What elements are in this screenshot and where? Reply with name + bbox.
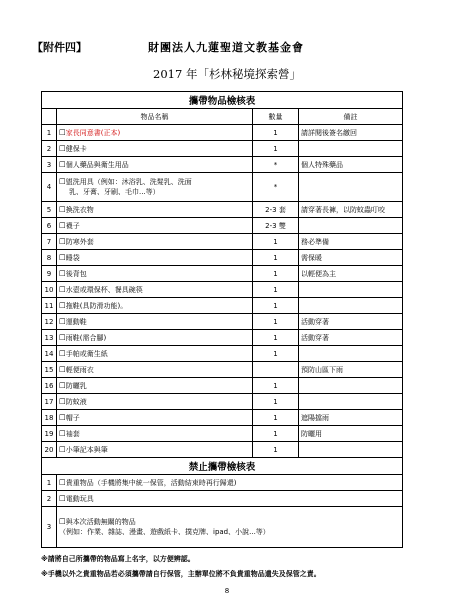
- checklist-row: [42, 125, 403, 141]
- item-cell: [57, 250, 253, 266]
- forbidden-item-line2: （例如：作業、雜誌、漫畫、遊戲紙卡、撲克牌、ipad、小說...等）: [59, 528, 270, 536]
- item-note: 活動穿著: [299, 330, 403, 346]
- checklist-row: [42, 282, 403, 298]
- item-line: [59, 446, 108, 454]
- item-qty: 1: [253, 125, 299, 141]
- item-qty: 1: [253, 426, 299, 442]
- item-cell: [57, 298, 253, 314]
- item-cell: [57, 218, 253, 234]
- item-name: 運動鞋: [65, 317, 87, 326]
- item-name-line2: 乳、牙膏、牙刷、毛巾...等）: [69, 188, 160, 196]
- row-number: 19: [42, 426, 57, 442]
- item-cell: [57, 362, 253, 378]
- checkbox-icon[interactable]: ☐: [59, 204, 66, 214]
- item-line: [59, 334, 106, 342]
- item-qty: 1: [253, 410, 299, 426]
- forbidden-item-cell: [57, 507, 403, 548]
- item-line: [59, 206, 94, 214]
- item-cell: [57, 282, 253, 298]
- row-number: 15: [42, 362, 57, 378]
- item-line: [59, 161, 129, 169]
- item-qty: *: [253, 173, 299, 202]
- row-number: 12: [42, 314, 57, 330]
- checkbox-icon[interactable]: ☐: [59, 348, 66, 358]
- forbidden-item-name: 貴重物品（手機將集中統一保管，活動結束時再行歸還): [65, 478, 237, 487]
- row-number: 9: [42, 266, 57, 282]
- item-cell: [57, 266, 253, 282]
- item-qty: 1: [253, 250, 299, 266]
- row-number: 18: [42, 410, 57, 426]
- item-name: 襪子: [65, 221, 80, 230]
- note-2: ※手機以外之貴重物品若必須攜帶請自行保管，主辦單位將不負貴重物品遺失及保管之責。: [41, 570, 321, 578]
- item-note: 活動穿著: [299, 314, 403, 330]
- checkbox-icon[interactable]: ☐: [59, 412, 66, 422]
- checkbox-icon[interactable]: ☐: [59, 316, 66, 326]
- attachment-label: 【附件四】: [32, 41, 87, 54]
- row-number: 3: [42, 507, 57, 548]
- forbidden-row: [42, 491, 403, 507]
- item-name: 睡袋: [65, 253, 80, 262]
- checkbox-icon[interactable]: ☐: [59, 444, 66, 454]
- item-cell: [57, 202, 253, 218]
- checklist-title: 攜帶物品檢核表: [42, 92, 403, 109]
- item-qty: 1: [253, 298, 299, 314]
- checkbox-icon[interactable]: ☐: [59, 332, 66, 342]
- item-qty: 2-3 套: [253, 202, 299, 218]
- forbidden-row: [42, 475, 403, 491]
- camp-title: 2017 年「杉林秘境探索營」: [153, 67, 301, 81]
- item-cell: [57, 125, 253, 141]
- item-cell: [57, 410, 253, 426]
- checklist-table: [41, 91, 403, 548]
- row-number: 8: [42, 250, 57, 266]
- item-name: 水壺或環保杯、餐具碗筷: [65, 285, 143, 294]
- page-number: 8: [224, 587, 230, 595]
- item-name: 雨鞋(需合腳): [65, 333, 107, 342]
- item-qty: 1: [253, 314, 299, 330]
- checklist-row: [42, 298, 403, 314]
- item-note: 以輕便為主: [299, 266, 403, 282]
- checkbox-icon[interactable]: ☐: [59, 159, 66, 169]
- item-qty: 1: [253, 330, 299, 346]
- checklist-row: [42, 362, 403, 378]
- item-qty: 1: [253, 282, 299, 298]
- checklist-row: [42, 234, 403, 250]
- checkbox-icon[interactable]: ☐: [59, 127, 66, 137]
- item-line: [59, 222, 80, 230]
- item-cell: [57, 442, 253, 458]
- header-qty: 數量: [253, 109, 299, 125]
- item-note: [299, 173, 403, 202]
- item-name: 防寒外套: [65, 237, 94, 246]
- item-note: 個人特殊藥品: [299, 157, 403, 173]
- item-note: [299, 218, 403, 234]
- row-number: 6: [42, 218, 57, 234]
- item-name: 個人藥品與衛生用品: [65, 160, 129, 169]
- row-number: 17: [42, 394, 57, 410]
- row-number: 1: [42, 125, 57, 141]
- item-note: 遮陽擋雨: [299, 410, 403, 426]
- row-number: 1: [42, 475, 57, 491]
- item-line: [59, 254, 80, 262]
- checklist-row: [42, 266, 403, 282]
- checklist-row: [42, 426, 403, 442]
- item-note: 請詳閱後簽名繳回: [299, 125, 403, 141]
- item-name: 後背包: [65, 269, 87, 278]
- item-cell: [57, 314, 253, 330]
- item-note: 需保暖: [299, 250, 403, 266]
- forbidden-title: 禁止攜帶檢核表: [42, 458, 403, 475]
- header-item: 物品名稱: [57, 109, 253, 125]
- item-cell: [57, 330, 253, 346]
- checkbox-icon[interactable]: ☐: [59, 477, 66, 487]
- item-qty: 1: [253, 346, 299, 362]
- item-cell: [57, 346, 253, 362]
- item-note: [299, 442, 403, 458]
- item-name: 小筆記本與筆: [65, 445, 108, 454]
- item-note: [299, 346, 403, 362]
- checklist-row: [42, 346, 403, 362]
- note-1: ※請將自己所攜帶的物品寫上名字，以方便辨認。: [41, 555, 195, 563]
- item-cell: [57, 426, 253, 442]
- item-line: [59, 414, 80, 422]
- checkbox-icon[interactable]: ☐: [59, 252, 66, 262]
- forbidden-item-name: 電動玩具: [65, 494, 94, 503]
- header-blank: [42, 109, 57, 125]
- checkbox-icon[interactable]: ☐: [59, 236, 66, 246]
- item-name: 輕便雨衣: [65, 365, 94, 374]
- item-cell: [57, 173, 253, 202]
- item-name: 拖鞋(具防滑功能)。: [65, 301, 128, 310]
- checkbox-icon[interactable]: ☐: [59, 364, 66, 374]
- checklist-row: [42, 330, 403, 346]
- checkbox-icon[interactable]: ☐: [59, 428, 66, 438]
- row-number: 2: [42, 141, 57, 157]
- row-number: 13: [42, 330, 57, 346]
- checklist-row: [42, 410, 403, 426]
- row-number: 20: [42, 442, 57, 458]
- notes: [41, 552, 321, 582]
- forbidden-item-cell: [57, 491, 403, 507]
- item-name-red: 家長同意書(正本): [65, 128, 121, 137]
- checkbox-icon[interactable]: ☐: [59, 177, 66, 186]
- checkbox-icon[interactable]: ☐: [59, 493, 66, 503]
- forbidden-row: [42, 507, 403, 548]
- row-number: 5: [42, 202, 57, 218]
- item-name: 袖套: [65, 429, 80, 438]
- item-qty: 1: [253, 266, 299, 282]
- item-name: 防蚊液: [65, 397, 87, 406]
- checklist-row: [42, 202, 403, 218]
- item-line: [59, 382, 87, 390]
- item-line: [59, 479, 236, 487]
- item-qty: 1: [253, 141, 299, 157]
- item-note: [299, 141, 403, 157]
- checkbox-icon[interactable]: ☐: [59, 268, 66, 278]
- item-name: 健保卡: [65, 144, 87, 153]
- checklist-row: [42, 442, 403, 458]
- item-name: 盥洗用具（例如：沐浴乳、洗髮乳、洗面: [65, 178, 192, 186]
- foundation-name: 財團法人九蓮聖道文教基金會: [148, 41, 304, 54]
- checklist-row: [42, 157, 403, 173]
- item-cell: [57, 394, 253, 410]
- checklist-row: [42, 141, 403, 157]
- row-number: 16: [42, 378, 57, 394]
- item-note: 務必準備: [299, 234, 403, 250]
- item-line: [59, 270, 87, 278]
- item-name: 帽子: [65, 413, 80, 422]
- item-name: 換洗衣物: [65, 205, 94, 214]
- item-qty: [253, 362, 299, 378]
- item-note: 預防山區下雨: [299, 362, 403, 378]
- checklist-row: [42, 250, 403, 266]
- checkbox-icon[interactable]: ☐: [59, 143, 66, 153]
- row-number: 3: [42, 157, 57, 173]
- checklist-row: [42, 378, 403, 394]
- item-qty: 1: [253, 394, 299, 410]
- item-note: [299, 378, 403, 394]
- item-line: [59, 129, 120, 137]
- item-name: 防曬乳: [65, 381, 87, 390]
- checkbox-icon[interactable]: ☐: [59, 396, 66, 406]
- item-cell: [57, 234, 253, 250]
- checklist-row: [42, 314, 403, 330]
- row-number: 2: [42, 491, 57, 507]
- item-qty: 2-3 雙: [253, 218, 299, 234]
- item-line: [59, 495, 94, 503]
- item-name: 手帕或衛生紙: [65, 349, 108, 358]
- checklist-row: [42, 394, 403, 410]
- item-line: [59, 350, 108, 358]
- checkbox-icon[interactable]: ☐: [59, 220, 66, 230]
- item-line: [59, 430, 80, 438]
- item-note: [299, 394, 403, 410]
- item-qty: 1: [253, 442, 299, 458]
- item-note: [299, 282, 403, 298]
- item-line: [59, 518, 136, 526]
- checkbox-icon[interactable]: ☐: [59, 517, 66, 526]
- header-note: 備註: [299, 109, 403, 125]
- item-note: 請穿著長褲，以防蚊蟲叮咬: [299, 202, 403, 218]
- checkbox-icon[interactable]: ☐: [59, 380, 66, 390]
- checkbox-icon[interactable]: ☐: [59, 284, 66, 294]
- row-number: 4: [42, 173, 57, 202]
- item-cell: [57, 141, 253, 157]
- item-qty: 1: [253, 378, 299, 394]
- row-number: 14: [42, 346, 57, 362]
- forbidden-item-name: 與本次活動無關的物品: [65, 518, 136, 526]
- checkbox-icon[interactable]: ☐: [59, 300, 66, 310]
- item-line: [59, 178, 192, 186]
- item-line: [59, 366, 94, 374]
- row-number: 11: [42, 298, 57, 314]
- checklist-row: [42, 173, 403, 202]
- item-qty: *: [253, 157, 299, 173]
- row-number: 10: [42, 282, 57, 298]
- item-qty: 1: [253, 234, 299, 250]
- item-line: [59, 286, 143, 294]
- row-number: 7: [42, 234, 57, 250]
- item-cell: [57, 157, 253, 173]
- item-line: [59, 302, 127, 310]
- item-note: [299, 298, 403, 314]
- item-line: [59, 238, 94, 246]
- item-cell: [57, 378, 253, 394]
- forbidden-item-cell: [57, 475, 403, 491]
- item-line: [59, 145, 87, 153]
- item-note: 防曬用: [299, 426, 403, 442]
- item-line: [59, 318, 87, 326]
- item-line: [59, 398, 87, 406]
- checklist-row: [42, 218, 403, 234]
